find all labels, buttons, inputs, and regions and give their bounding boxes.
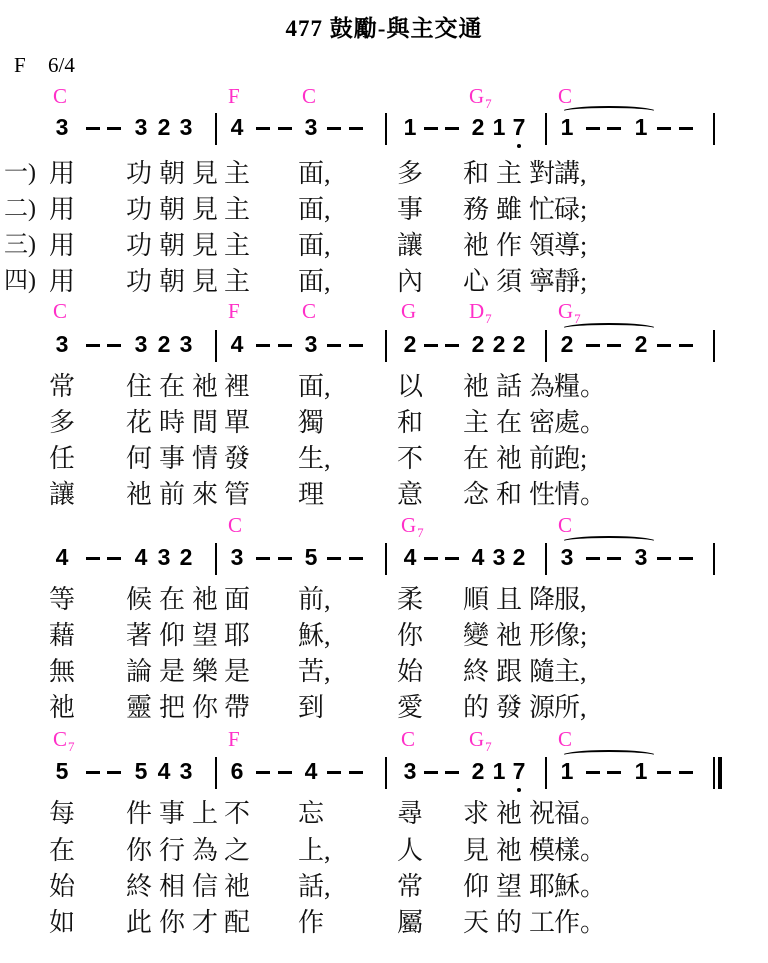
lyric-cell: 情。: [554, 480, 607, 509]
chord-subscript: 7: [417, 525, 424, 540]
lyric-cell: 靈把你: [126, 693, 226, 722]
lyric-cell: 用: [49, 159, 76, 188]
note-number: 1: [403, 114, 417, 140]
lyric-cell: 著仰望: [126, 621, 226, 650]
chord-label: [401, 729, 415, 750]
note-number: 2: [512, 544, 526, 570]
lyric-cell: 的發源: [463, 693, 563, 722]
chord-root: C: [53, 84, 68, 108]
note-number: 3: [492, 544, 506, 570]
note-number: 2: [471, 758, 485, 784]
note-number: 3: [634, 544, 648, 570]
lyric-cell: 福。: [554, 799, 607, 828]
note-number: 2: [471, 114, 485, 140]
lyric-cell: 碌;: [554, 195, 588, 224]
note-dash: [256, 771, 270, 774]
note-number: 4: [55, 544, 69, 570]
lyric-cell: 以: [397, 372, 424, 401]
chord-subscript: 7: [485, 96, 492, 111]
lyric-cell: 處。: [554, 408, 607, 437]
lyric-cell: 面,: [298, 159, 331, 188]
note-dash: [657, 344, 671, 347]
lyric-cell: 仰望耶: [463, 872, 563, 901]
lyric-cell: 變祂形: [463, 621, 563, 650]
chord-root: C: [302, 84, 317, 108]
chord-root: C: [53, 299, 68, 323]
lyric-cell: 住在祂: [126, 372, 226, 401]
lyric-cell: 配: [224, 908, 251, 937]
chord-label: [469, 299, 492, 326]
lyric-cell: 不: [397, 444, 424, 473]
time-signature: 6/4: [48, 53, 75, 77]
lyric-cell: 候在祂: [126, 585, 226, 614]
lyric-cell: 樣。: [554, 836, 607, 865]
lyric-cell: 柔: [397, 585, 424, 614]
lyric-cell: 和: [397, 408, 424, 437]
lyric-cell: 常: [49, 372, 76, 401]
lyric-cell: 服,: [554, 585, 587, 614]
lyric-cell: 主: [224, 267, 251, 296]
lyric-cell: 面,: [298, 267, 331, 296]
note-number: 3: [179, 114, 193, 140]
note-number: 1: [492, 758, 506, 784]
lyric-cell: 獨: [298, 408, 325, 437]
lyric-cell: 每: [49, 799, 76, 828]
tie-arc: [562, 323, 656, 334]
chord-label: [469, 84, 492, 111]
chord-label: [302, 86, 316, 107]
lyric-cell: 主: [224, 159, 251, 188]
lyric-cell: 意: [397, 480, 424, 509]
lyric-cell: 發: [224, 444, 251, 473]
lyric-cell: 主,: [554, 657, 587, 686]
note-number: 4: [304, 758, 318, 784]
chord-root: G: [558, 299, 574, 323]
chord-label: [401, 513, 424, 540]
note-dash: [327, 771, 341, 774]
note-number: 3: [304, 114, 318, 140]
chord-root: G: [401, 513, 417, 537]
barline: [215, 330, 217, 362]
lyric-cell: 祂話為: [463, 372, 563, 401]
chord-root: C: [558, 513, 573, 537]
note-dash: [327, 344, 341, 347]
note-number: 6: [230, 758, 244, 784]
lyric-cell: 人: [397, 836, 424, 865]
lyric-cell: 功朝見: [126, 231, 226, 260]
lyric-cell: 帶: [224, 693, 251, 722]
lyric-cell: 天的工: [463, 908, 563, 937]
lyric-cell: 讓: [49, 480, 76, 509]
note-dash: [349, 127, 363, 130]
barline: [385, 113, 387, 145]
note-number: 7: [512, 758, 526, 784]
lyric-cell: 裡: [224, 372, 251, 401]
lyric-cell: 面,: [298, 195, 331, 224]
note-dash: [278, 127, 292, 130]
lyric-cell: 生,: [298, 444, 331, 473]
lyric-cell: 作: [298, 908, 325, 937]
chord-root: C: [558, 84, 573, 108]
lyric-cell: 無: [49, 657, 76, 686]
lyric-cell: 事: [397, 195, 424, 224]
lyric-cell: 跑;: [554, 444, 588, 473]
lyric-cell: 祂: [49, 693, 76, 722]
lyric-cell: 功朝見: [126, 267, 226, 296]
lyric-cell: 件事上: [126, 799, 226, 828]
note-dash: [86, 127, 100, 130]
note-number: 1: [560, 758, 574, 784]
chord-label: [53, 301, 67, 322]
note-dash: [349, 557, 363, 560]
lyric-cell: 心須寧: [463, 267, 563, 296]
barline: [713, 543, 715, 575]
lyric-cell: 和主對: [463, 159, 563, 188]
note-number: 5: [134, 758, 148, 784]
note-number: 2: [179, 544, 193, 570]
lyric-cell: 上,: [298, 836, 331, 865]
note-dash: [349, 771, 363, 774]
note-number: 4: [403, 544, 417, 570]
lyric-cell: 始: [397, 657, 424, 686]
barline: [713, 330, 715, 362]
note-number: 2: [512, 331, 526, 357]
chord-label: [302, 301, 316, 322]
chord-subscript: 7: [68, 739, 75, 754]
lyric-cell: 靜;: [554, 267, 588, 296]
lyric-cell: 順且降: [463, 585, 563, 614]
lyric-cell: 愛: [397, 693, 424, 722]
barline: [545, 330, 547, 362]
note-dash: [679, 127, 693, 130]
note-number: 3: [230, 544, 244, 570]
note-dash: [657, 557, 671, 560]
note-number: 4: [230, 331, 244, 357]
note-number: 3: [560, 544, 574, 570]
barline: [713, 757, 715, 789]
note-number: 5: [55, 758, 69, 784]
lyric-cell: 在祂前: [463, 444, 563, 473]
note-dash: [607, 557, 621, 560]
chord-root: C: [558, 727, 573, 751]
octave-dot: [517, 144, 521, 148]
lyric-cell: 務雖忙: [463, 195, 563, 224]
chord-label: [228, 301, 240, 322]
lyric-cell: 如: [49, 908, 76, 937]
chord-root: G: [469, 84, 485, 108]
note-dash: [586, 344, 600, 347]
note-dash: [586, 127, 600, 130]
lyric-cell: 功朝見: [126, 195, 226, 224]
lyric-cell: 尋: [397, 799, 424, 828]
note-number: 2: [403, 331, 417, 357]
lyric-cell: 苦,: [298, 657, 331, 686]
chord-subscript: 7: [574, 311, 581, 326]
lyric-cell: 單: [224, 408, 251, 437]
chord-label: [53, 86, 67, 107]
lyric-cell: 管: [224, 480, 251, 509]
lyric-cell: 屬: [397, 908, 424, 937]
lyric-cell: 見祂模: [463, 836, 563, 865]
note-dash: [657, 771, 671, 774]
chord-label: [228, 729, 240, 750]
lyric-cell: 是: [224, 657, 251, 686]
lyric-cell: 功朝見: [126, 159, 226, 188]
note-dash: [657, 127, 671, 130]
chord-subscript: 7: [485, 311, 492, 326]
verse-marker: 三): [4, 232, 36, 258]
lyric-cell: 祂前來: [126, 480, 226, 509]
note-dash: [424, 344, 438, 347]
lyric-cell: 念和性: [463, 480, 563, 509]
lyric-cell: 作。: [554, 908, 607, 937]
note-dash: [327, 127, 341, 130]
note-number: 3: [55, 331, 69, 357]
lyric-cell: 讓: [397, 231, 424, 260]
barline: [545, 757, 547, 789]
lyric-cell: 祂: [224, 872, 251, 901]
note-dash: [107, 771, 121, 774]
tie-arc: [562, 750, 656, 761]
note-number: 4: [471, 544, 485, 570]
lyric-cell: 你: [397, 621, 424, 650]
lyric-cell: 內: [397, 267, 424, 296]
note-dash: [278, 771, 292, 774]
note-dash: [424, 771, 438, 774]
note-number: 1: [560, 114, 574, 140]
note-dash: [424, 127, 438, 130]
note-number: 3: [134, 114, 148, 140]
note-dash: [278, 557, 292, 560]
note-number: 3: [134, 331, 148, 357]
note-dash: [586, 771, 600, 774]
note-number: 4: [134, 544, 148, 570]
lyric-cell: 主: [224, 231, 251, 260]
note-dash: [256, 344, 270, 347]
lyric-cell: 所,: [554, 693, 587, 722]
lyric-cell: 主: [224, 195, 251, 224]
note-number: 5: [304, 544, 318, 570]
chord-root: C: [228, 513, 243, 537]
note-number: 4: [230, 114, 244, 140]
note-number: 1: [634, 758, 648, 784]
key-signature: F: [14, 53, 26, 77]
chord-root: C: [53, 727, 68, 751]
lyric-cell: 此你才: [126, 908, 226, 937]
lyric-cell: 終跟隨: [463, 657, 563, 686]
tie-arc: [562, 106, 656, 117]
lyric-cell: 面,: [298, 372, 331, 401]
lyric-cell: 面,: [298, 231, 331, 260]
chord-label: [558, 515, 572, 536]
octave-dot: [517, 788, 521, 792]
lyric-cell: 始: [49, 872, 76, 901]
note-dash: [86, 557, 100, 560]
note-dash: [445, 771, 459, 774]
lyric-cell: 等: [49, 585, 76, 614]
note-dash: [445, 344, 459, 347]
note-dash: [445, 127, 459, 130]
note-number: 7: [512, 114, 526, 140]
chord-label: [228, 86, 240, 107]
lyric-cell: 導;: [554, 231, 588, 260]
note-dash: [607, 127, 621, 130]
note-dash: [445, 557, 459, 560]
note-dash: [424, 557, 438, 560]
chord-root: F: [228, 727, 240, 751]
lyric-cell: 像;: [554, 621, 588, 650]
note-dash: [679, 771, 693, 774]
lyric-cell: 話,: [298, 872, 331, 901]
chord-root: F: [228, 299, 240, 323]
note-number: 4: [157, 758, 171, 784]
note-number: 3: [179, 758, 193, 784]
note-number: 1: [634, 114, 648, 140]
note-dash: [86, 344, 100, 347]
lyric-cell: 求祂祝: [463, 799, 563, 828]
lyric-cell: 忘: [298, 799, 325, 828]
chord-subscript: 7: [485, 739, 492, 754]
chord-label: [401, 301, 416, 322]
final-barline: [718, 757, 722, 789]
note-dash: [679, 557, 693, 560]
verse-marker: 四): [4, 268, 36, 294]
note-dash: [256, 127, 270, 130]
lyric-cell: 多: [397, 159, 424, 188]
verse-marker: 一): [4, 160, 36, 186]
chord-root: F: [228, 84, 240, 108]
verse-marker: 二): [4, 196, 36, 222]
chord-root: C: [401, 727, 416, 751]
lyric-cell: 面: [224, 585, 251, 614]
lyric-cell: 主在密: [463, 408, 563, 437]
lyric-cell: 藉: [49, 621, 76, 650]
note-dash: [278, 344, 292, 347]
lyric-cell: 糧。: [554, 372, 607, 401]
barline: [713, 113, 715, 145]
note-dash: [349, 344, 363, 347]
note-number: 2: [560, 331, 574, 357]
lyric-cell: 到: [298, 693, 325, 722]
note-dash: [107, 557, 121, 560]
lyric-cell: 多: [49, 408, 76, 437]
chord-label: [558, 86, 572, 107]
note-dash: [107, 344, 121, 347]
lyric-cell: 常: [397, 872, 424, 901]
note-dash: [86, 771, 100, 774]
note-number: 3: [55, 114, 69, 140]
note-number: 2: [492, 331, 506, 357]
chord-root: C: [302, 299, 317, 323]
lyric-cell: 用: [49, 195, 76, 224]
note-dash: [107, 127, 121, 130]
page-title: 477 鼓勵-與主交通: [285, 16, 483, 41]
lyric-cell: 用: [49, 267, 76, 296]
note-number: 2: [471, 331, 485, 357]
note-number: 2: [634, 331, 648, 357]
lyric-cell: 耶: [224, 621, 251, 650]
lyric-cell: 你行為: [126, 836, 226, 865]
lyric-cell: 用: [49, 231, 76, 260]
barline: [215, 113, 217, 145]
chord-root: G: [401, 299, 417, 323]
lyric-cell: 任: [49, 444, 76, 473]
barline: [385, 543, 387, 575]
lyric-cell: 不: [224, 799, 251, 828]
chord-label: [558, 299, 581, 326]
note-number: 2: [157, 331, 171, 357]
chord-label: [228, 515, 242, 536]
chord-label: [53, 727, 75, 754]
lyric-cell: 在: [49, 836, 76, 865]
barline: [215, 757, 217, 789]
lyric-cell: 穌,: [298, 621, 331, 650]
lyric-cell: 穌。: [554, 872, 607, 901]
chord-root: D: [469, 299, 485, 323]
lyric-cell: 終相信: [126, 872, 226, 901]
note-number: 3: [403, 758, 417, 784]
lyric-cell: 之: [224, 836, 251, 865]
chord-label: [558, 729, 572, 750]
chord-root: G: [469, 727, 485, 751]
lyric-cell: 講,: [554, 159, 587, 188]
note-number: 2: [157, 114, 171, 140]
lyric-cell: 理: [298, 480, 325, 509]
note-dash: [679, 344, 693, 347]
note-number: 1: [492, 114, 506, 140]
lyric-cell: 何事情: [126, 444, 226, 473]
note-dash: [607, 344, 621, 347]
lyric-cell: 花時間: [126, 408, 226, 437]
lyric-cell: 論是樂: [126, 657, 226, 686]
note-dash: [256, 557, 270, 560]
note-dash: [607, 771, 621, 774]
lyric-cell: 前,: [298, 585, 331, 614]
note-dash: [327, 557, 341, 560]
note-number: 3: [157, 544, 171, 570]
lyric-cell: 祂作領: [463, 231, 563, 260]
barline: [545, 543, 547, 575]
note-number: 3: [304, 331, 318, 357]
note-dash: [586, 557, 600, 560]
barline: [385, 757, 387, 789]
note-number: 3: [179, 331, 193, 357]
barline: [215, 543, 217, 575]
barline: [385, 330, 387, 362]
barline: [545, 113, 547, 145]
tie-arc: [562, 536, 656, 547]
chord-label: [469, 727, 492, 754]
